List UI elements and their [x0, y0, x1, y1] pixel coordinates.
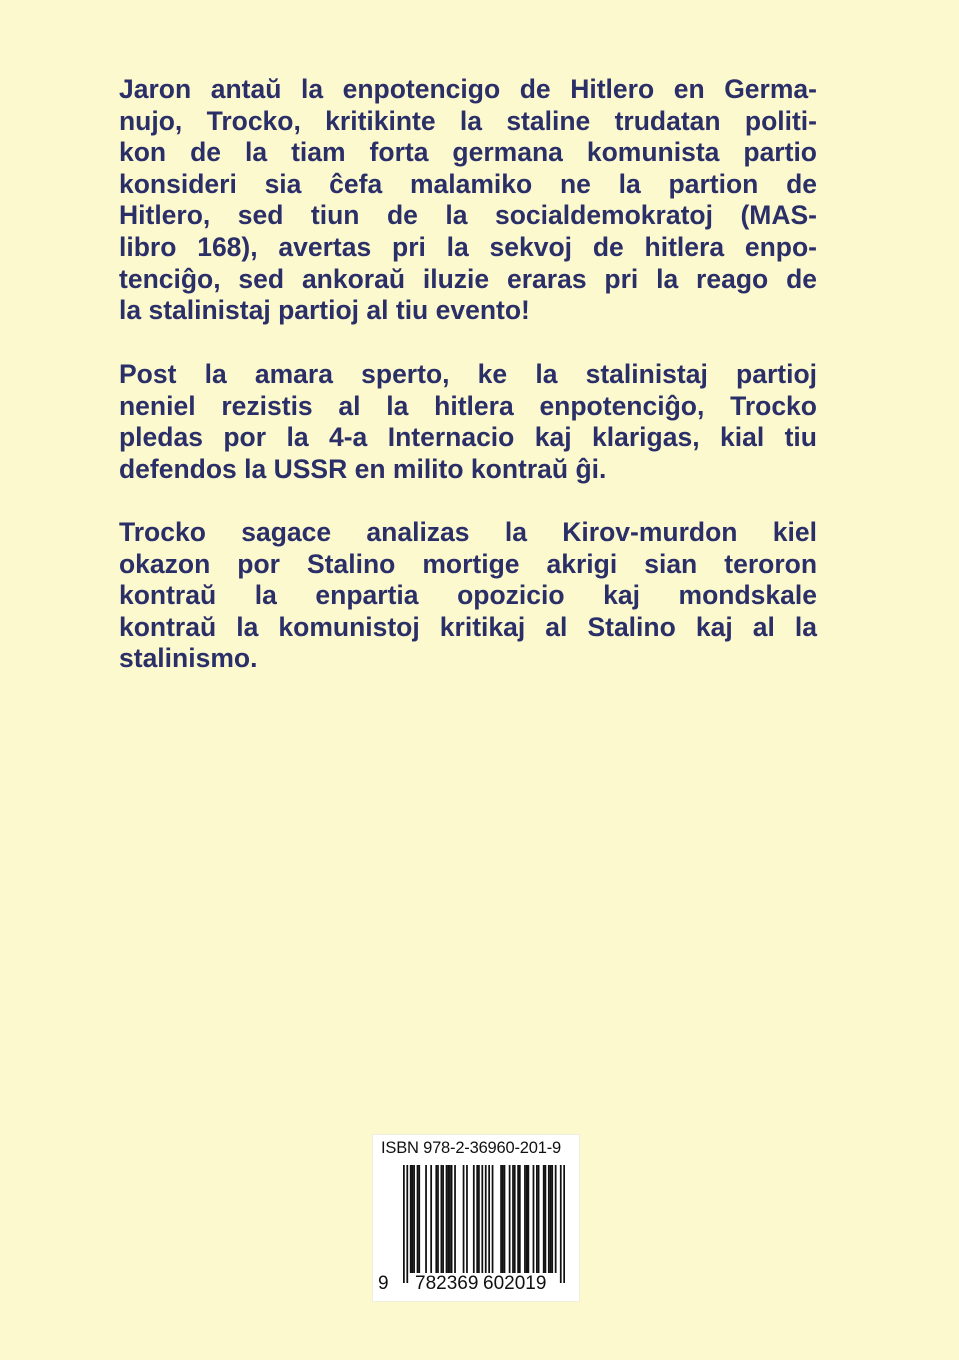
barcode-digits-left: 782369: [415, 1273, 479, 1294]
barcode-bars-icon: [403, 1165, 565, 1283]
text-line: okazon por Stalino mortige akrigi sian teroron: [119, 548, 817, 579]
isbn-label: ISBN 978-2-36960-201-9: [381, 1139, 561, 1157]
blurb-paragraph-3: [119, 517, 817, 675]
text-line: libro 168), avertas pri la sekvoj de hitlera enpo-: [119, 231, 817, 262]
barcode-digits-right: 602019: [483, 1273, 547, 1294]
text-line: kontraŭ la enpartia opozicio kaj mondskale: [119, 580, 817, 611]
text-line: pledas por la 4-a Internacio kaj klarigas, kial tiu: [119, 422, 817, 453]
text-line: kon de la tiam forta germana komunista partio: [119, 137, 817, 168]
text-line: Trocko sagace analizas la Kirov-murdon kiel: [119, 517, 817, 547]
text-line: neniel rezistis al la hitlera enpotenciĝo, Trocko: [119, 390, 817, 421]
text-line: konsideri sia ĉefa malamiko ne la partion de: [119, 168, 817, 199]
text-line: tenciĝo, sed ankoraŭ iluzie eraras pri la reago de: [119, 263, 817, 294]
text-line: Jaron antaŭ la enpotencigo de Hitlero en Germa-: [119, 74, 817, 104]
isbn-barcode: [372, 1134, 580, 1302]
barcode-digit-first: 9: [378, 1273, 389, 1294]
text-line: nujo, Trocko, kritikinte la staline trudatan politi-: [119, 105, 817, 136]
text-line: kontraŭ la komunistoj kritikaj al Stalino kaj al la: [119, 611, 817, 642]
text-line: stalinismo.: [119, 643, 258, 674]
blurb-paragraph-2: [119, 359, 817, 485]
text-line: defendos la USSR en milito kontraŭ ĝi.: [119, 453, 607, 484]
blurb-paragraph-1: [119, 74, 817, 327]
text-line: Hitlero, sed tiun de la socialdemokratoj (MAS-: [119, 200, 817, 231]
text-line: Post la amara sperto, ke la stalinistaj partioj: [119, 359, 817, 389]
text-line: la stalinistaj partioj al tiu evento!: [119, 295, 530, 326]
